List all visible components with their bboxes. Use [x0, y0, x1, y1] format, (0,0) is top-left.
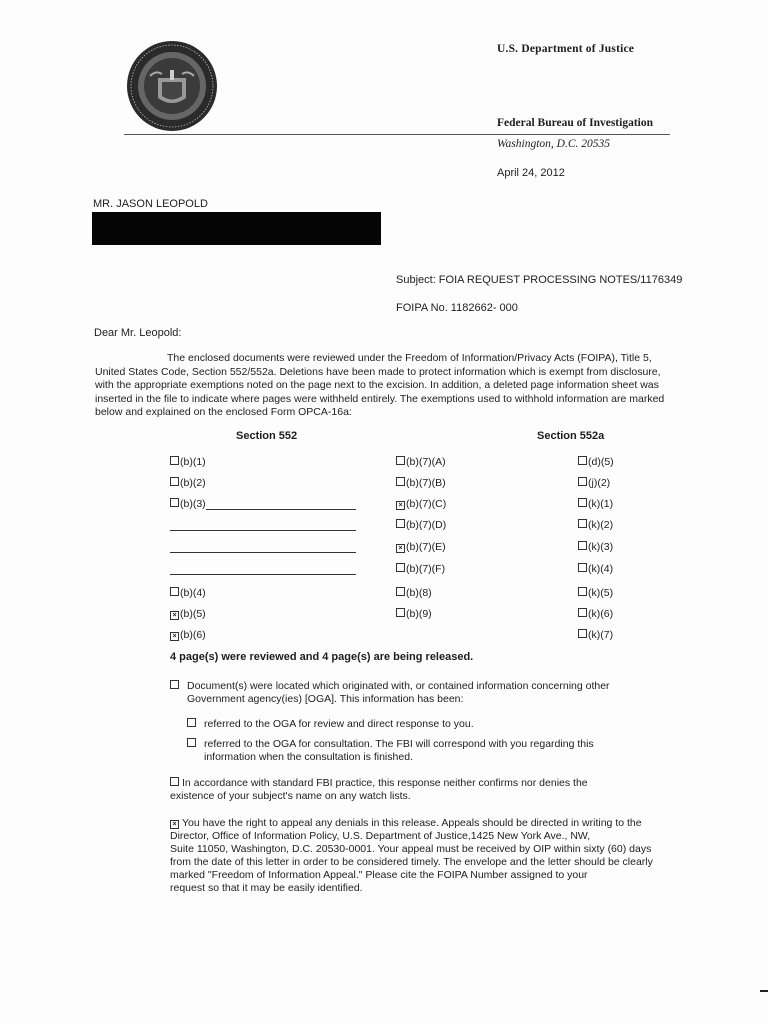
checked-box-icon: × [396, 544, 405, 553]
checked-box-icon: × [170, 820, 179, 829]
salutation: Dear Mr. Leopold: [94, 327, 182, 339]
header-rule [124, 134, 670, 135]
intro-line: inserted in the file to indicate where pages were withheld entirely. The exemptions used to withhold information are marked [95, 392, 665, 405]
checkbox-icon [170, 777, 179, 786]
exemption-item: (b)(3) [170, 498, 206, 510]
checkbox-icon [170, 456, 179, 465]
intro-line: with the appropriate exemptions noted on the page next to the excision. In addition, a deleted page information sheet was [95, 379, 659, 391]
oga-option-review: referred to the OGA for review and direct response to you. [187, 718, 474, 732]
checkbox-icon [578, 477, 587, 486]
appeal-line: marked "Freedom of Information Appeal." Please cite the FOIPA Number assigned to your [170, 869, 588, 881]
checkbox-icon [578, 563, 587, 572]
intro-line: below and explained on the enclosed Form OPCA-16a: [95, 406, 352, 418]
bureau-name: Federal Bureau of Investigation [497, 117, 653, 129]
scan-mark [760, 990, 768, 992]
appeal-item: × You have the right to appeal any denials in this release. Appeals should be directed in writing to the [170, 817, 642, 831]
checked-box-icon: × [396, 501, 405, 510]
checkbox-icon [170, 680, 179, 689]
exemption-item: (k)(3) [578, 541, 613, 553]
department-name: U.S. Department of Justice [497, 43, 635, 55]
exemption-item: (d)(5) [578, 456, 614, 468]
addressee-name: MR. JASON LEOPOLD [93, 198, 208, 210]
exemption-item: × (b)(6) [170, 629, 206, 641]
oga-checkbox-item: Document(s) were located which originated with, or contained information concerning other [170, 680, 610, 694]
redaction-block [92, 212, 381, 245]
statute-blank-line [170, 574, 356, 575]
section-552-heading: Section 552 [236, 430, 298, 442]
exemption-item: (k)(4) [578, 563, 613, 575]
checkbox-icon [578, 519, 587, 528]
checkbox-icon [396, 456, 405, 465]
exemption-item: × (b)(5) [170, 608, 206, 620]
checkbox-icon [187, 738, 196, 747]
statute-blank-line [206, 509, 356, 510]
exemption-item: (b)(1) [170, 456, 206, 468]
exemption-item: (b)(4) [170, 587, 206, 599]
exemption-item: (b)(7)(A) [396, 456, 446, 468]
checkbox-icon [578, 587, 587, 596]
exemption-item: (b)(7)(F) [396, 563, 445, 575]
watchlist-item: In accordance with standard FBI practice, this response neither confirms nor denies the [170, 777, 588, 791]
foipa-number: FOIPA No. 1182662- 000 [396, 302, 518, 314]
exemption-item: (b)(8) [396, 587, 432, 599]
checkbox-icon [578, 456, 587, 465]
exemption-item: (b)(7)(D) [396, 519, 446, 531]
section-552a-heading: Section 552a [537, 430, 605, 442]
statute-blank-line [170, 552, 356, 553]
intro-line: United States Code, Section 552/552a. Deletions have been made to protect information which is exempt from disclosure, [95, 365, 661, 378]
watchlist-line: existence of your subject's name on any watch lists. [170, 790, 411, 802]
checkbox-icon [187, 718, 196, 727]
checkbox-icon [396, 519, 405, 528]
exemption-item: (k)(1) [578, 498, 613, 510]
appeal-line: request so that it may be easily identified. [170, 882, 363, 894]
appeal-line: Director, Office of Information Policy, U.S. Department of Justice,1425 New York Ave., NW, [170, 830, 591, 842]
exemption-item: × (b)(7)(E) [396, 541, 446, 553]
exemption-item: (k)(2) [578, 519, 613, 531]
intro-paragraph [95, 352, 680, 420]
oga-intro-line: Government agency(ies) [OGA]. This information has been: [187, 693, 464, 705]
exemption-item: (k)(6) [578, 608, 613, 620]
exemption-item: (b)(7)(B) [396, 477, 446, 489]
checkbox-icon [578, 541, 587, 550]
statute-blank-line [170, 530, 356, 531]
exemption-item: (k)(7) [578, 629, 613, 641]
fbi-seal-icon [126, 40, 218, 132]
checkbox-icon [578, 629, 587, 638]
checkbox-icon [396, 608, 405, 617]
checkbox-icon [170, 477, 179, 486]
exemption-item: (j)(2) [578, 477, 610, 489]
pages-released-line: 4 page(s) were reviewed and 4 page(s) are being released. [170, 651, 474, 663]
checkbox-icon [170, 587, 179, 596]
checked-box-icon: × [170, 632, 179, 641]
letter-date: April 24, 2012 [497, 167, 565, 179]
checkbox-icon [578, 498, 587, 507]
exemption-item: (b)(9) [396, 608, 432, 620]
exemption-item: (k)(5) [578, 587, 613, 599]
checked-box-icon: × [170, 611, 179, 620]
checkbox-icon [396, 587, 405, 596]
checkbox-icon [396, 477, 405, 486]
intro-line: The enclosed documents were reviewed under the Freedom of Information/Privacy Acts (FOIPA), Title 5, [167, 352, 652, 364]
bureau-city: Washington, D.C. 20535 [497, 138, 610, 150]
oga-option-consultation: referred to the OGA for consultation. The FBI will correspond with you regarding this [187, 738, 594, 752]
oga-option-line: information when the consultation is finished. [204, 751, 413, 763]
exemption-item: (b)(2) [170, 477, 206, 489]
checkbox-icon [170, 498, 179, 507]
checkbox-icon [396, 563, 405, 572]
subject-line: Subject: FOIA REQUEST PROCESSING NOTES/1176349 [396, 274, 683, 286]
checkbox-icon [578, 608, 587, 617]
exemption-item: × (b)(7)(C) [396, 498, 446, 510]
appeal-line: from the date of this letter in order to be considered timely. The envelope and the letter should be clearly [170, 856, 653, 868]
appeal-line: Suite 11050, Washington, D.C. 20530-0001. Your appeal must be received by OIP within sixty (60) days [170, 843, 652, 855]
